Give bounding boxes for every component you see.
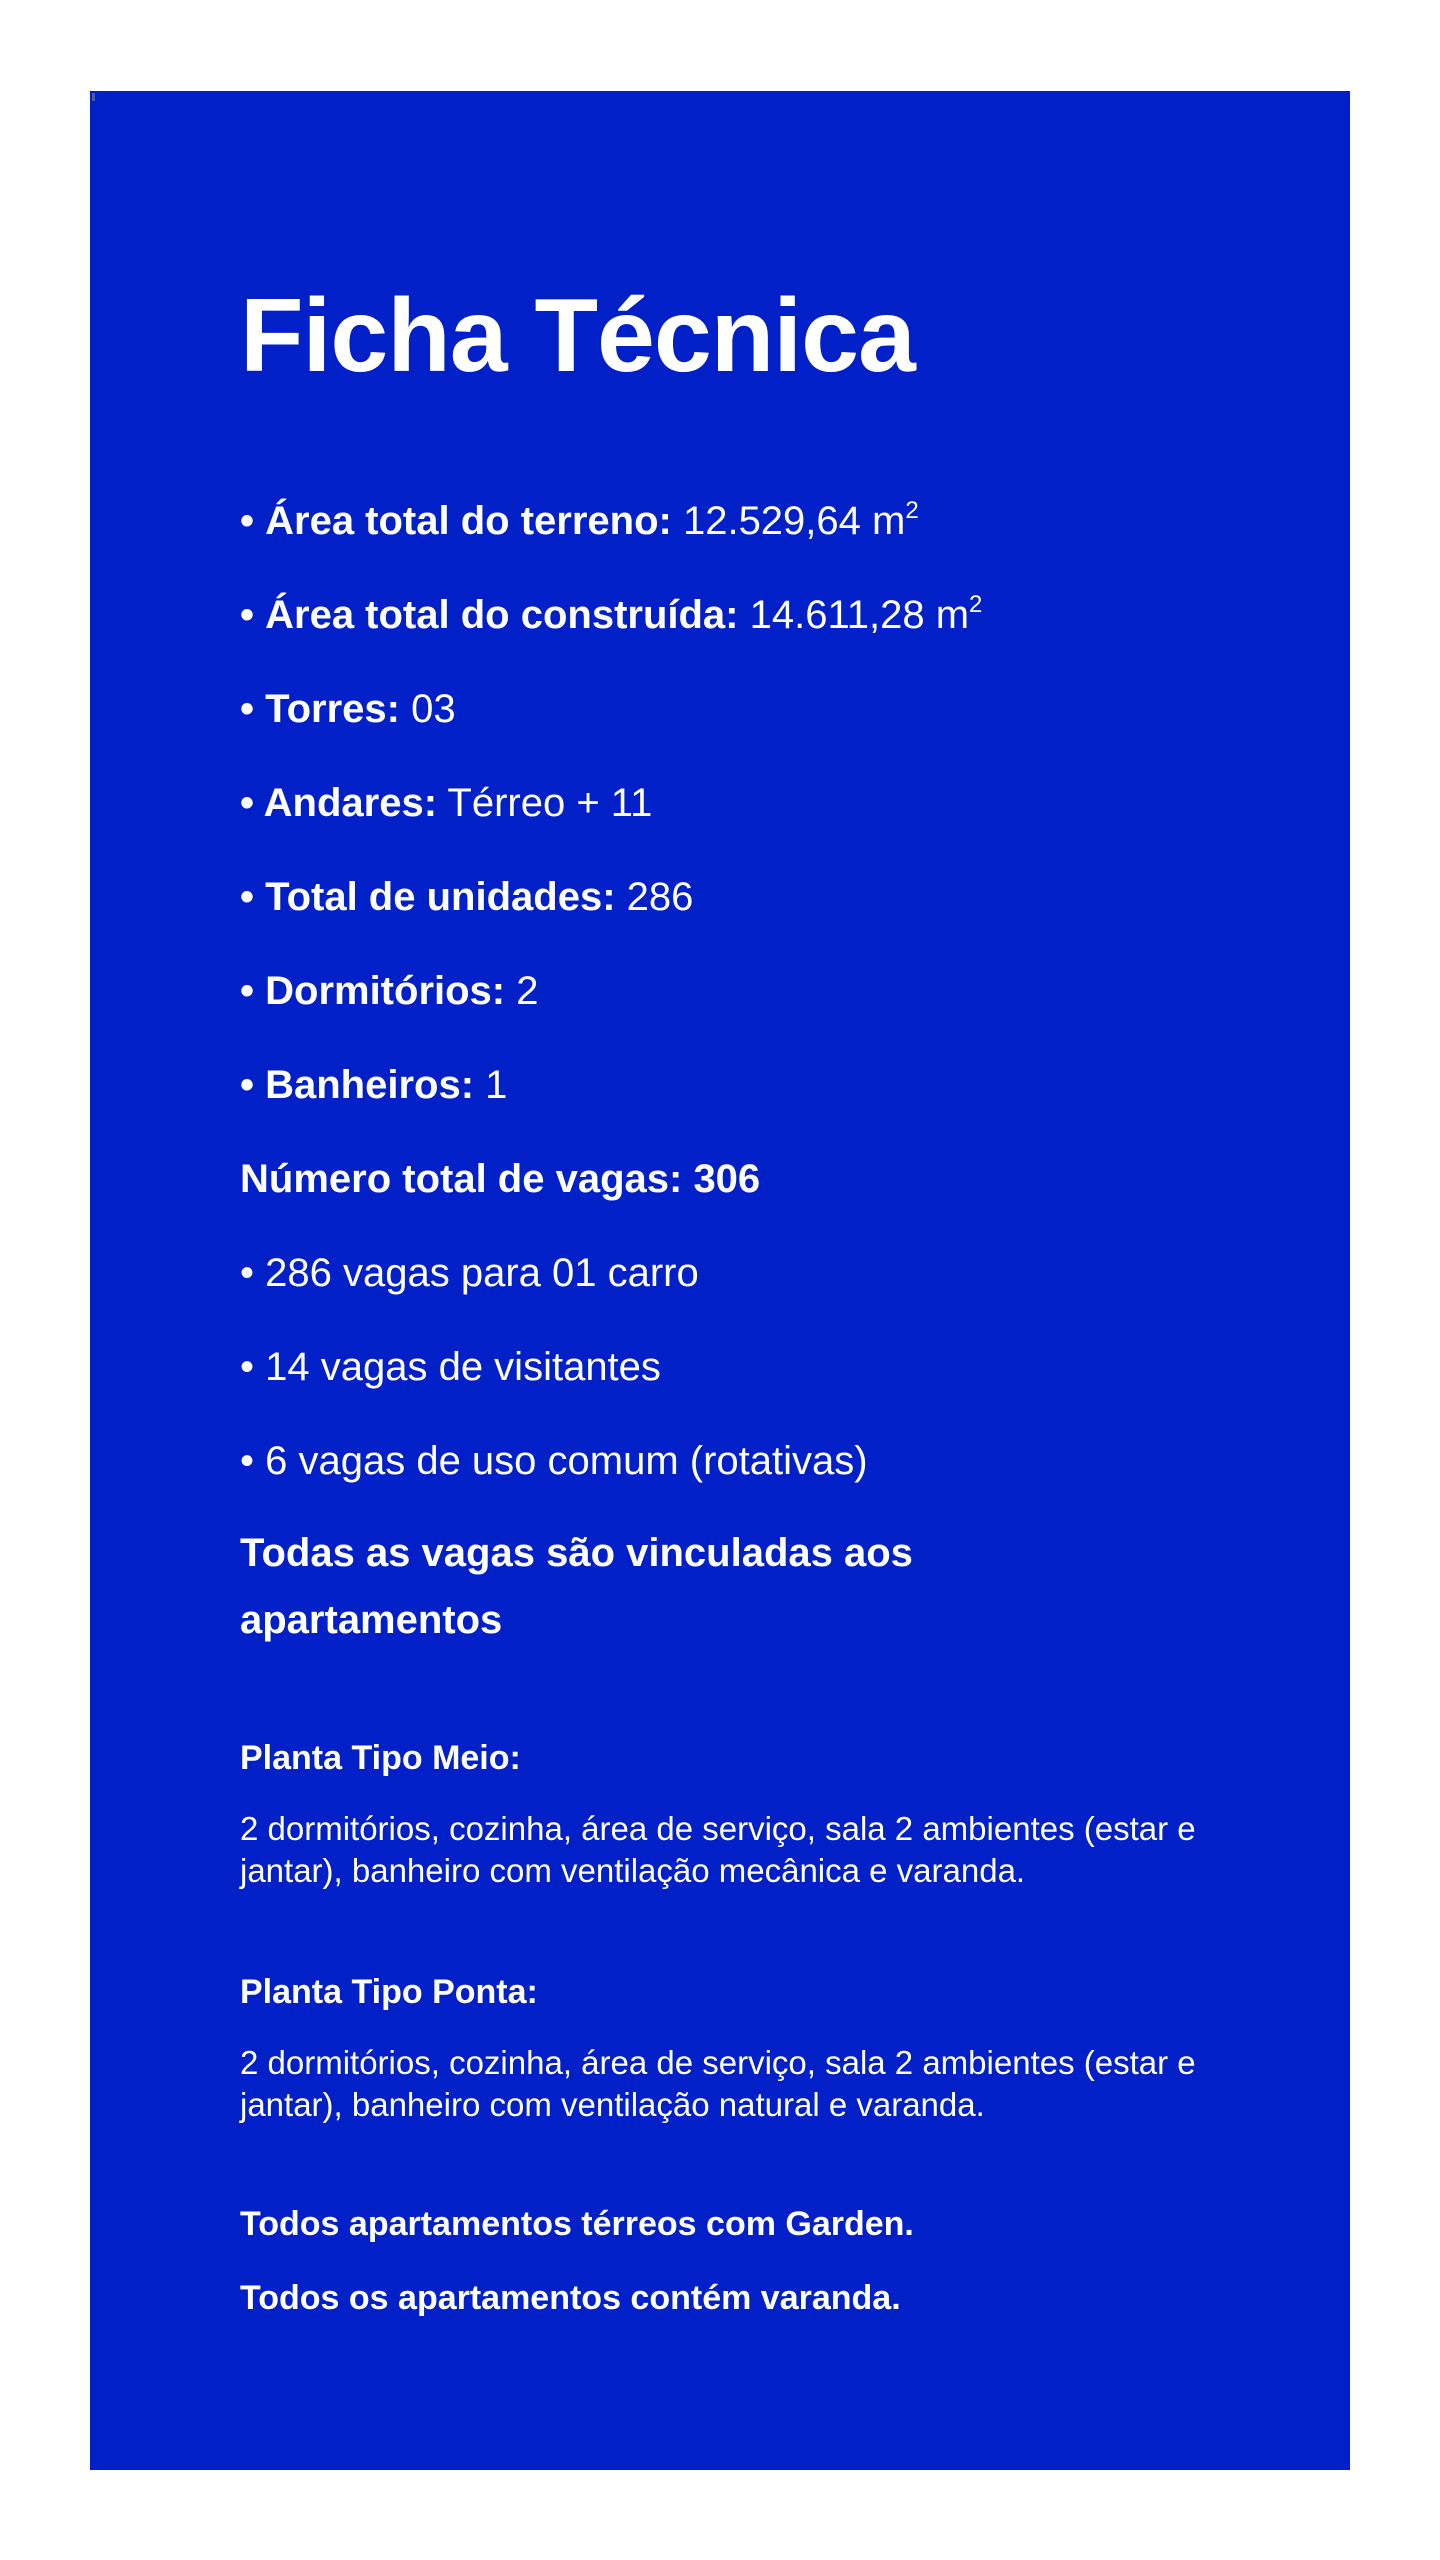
spec-item-bedrooms (240, 971, 538, 1011)
spec-value: 2 (505, 969, 539, 1013)
page-title: Ficha Técnica (240, 278, 915, 394)
plan-description-middle: 2 dormitórios, cozinha, área de serviço, sala 2 ambientes (estar e jantar), banheiro com ventilação mecânica e varanda. (240, 1810, 1196, 1889)
note-garden: Todos apartamentos térreos com Garden. (240, 2205, 914, 2243)
spec-value: 1 (474, 1063, 508, 1107)
spec-value: 12.529,64 m (671, 499, 906, 543)
plan-heading-end: Planta Tipo Ponta: (240, 1973, 538, 2011)
spec-value: 286 (615, 875, 694, 919)
spec-item-built-area (240, 591, 983, 637)
spec-label: • Área total do construída: (240, 593, 739, 637)
spec-label: • Dormitórios: (240, 969, 506, 1013)
spec-item-bathrooms (240, 1065, 507, 1105)
spec-superscript: 2 (969, 591, 983, 618)
spec-label: • Andares: (240, 781, 438, 825)
spec-label: • Total de unidades: (240, 875, 616, 919)
spec-item-floors (240, 783, 652, 823)
parking-note: Todas as vagas são vinculadas aos apartamentos (240, 1531, 913, 1642)
spec-label: • Banheiros: (240, 1063, 475, 1107)
parking-total: Número total de vagas: 306 (240, 1157, 761, 1201)
parking-item-cars: • 286 vagas para 01 carro (240, 1251, 699, 1295)
plan-description-end: 2 dormitórios, cozinha, área de serviço, sala 2 ambientes (estar e jantar), banheiro com ventilação natural e varanda. (240, 2044, 1196, 2123)
spec-value: Térreo + 11 (437, 781, 653, 825)
spec-superscript: 2 (905, 497, 919, 524)
spec-item-terrain-area (240, 497, 919, 543)
corner-mark (92, 93, 95, 101)
spec-label: • Torres: (240, 687, 400, 731)
spec-item-towers (240, 689, 456, 729)
parking-item-visitors: • 14 vagas de visitantes (240, 1345, 661, 1389)
spec-item-total-units (240, 877, 693, 917)
parking-item-common-use: • 6 vagas de uso comum (rotativas) (240, 1439, 868, 1483)
plan-heading-middle: Planta Tipo Meio: (240, 1739, 521, 1777)
spec-value: 14.611,28 m (738, 593, 970, 637)
spec-label: • Área total do terreno: (240, 499, 672, 543)
spec-value: 03 (399, 687, 456, 731)
note-balcony: Todos os apartamentos contém varanda. (240, 2279, 901, 2317)
